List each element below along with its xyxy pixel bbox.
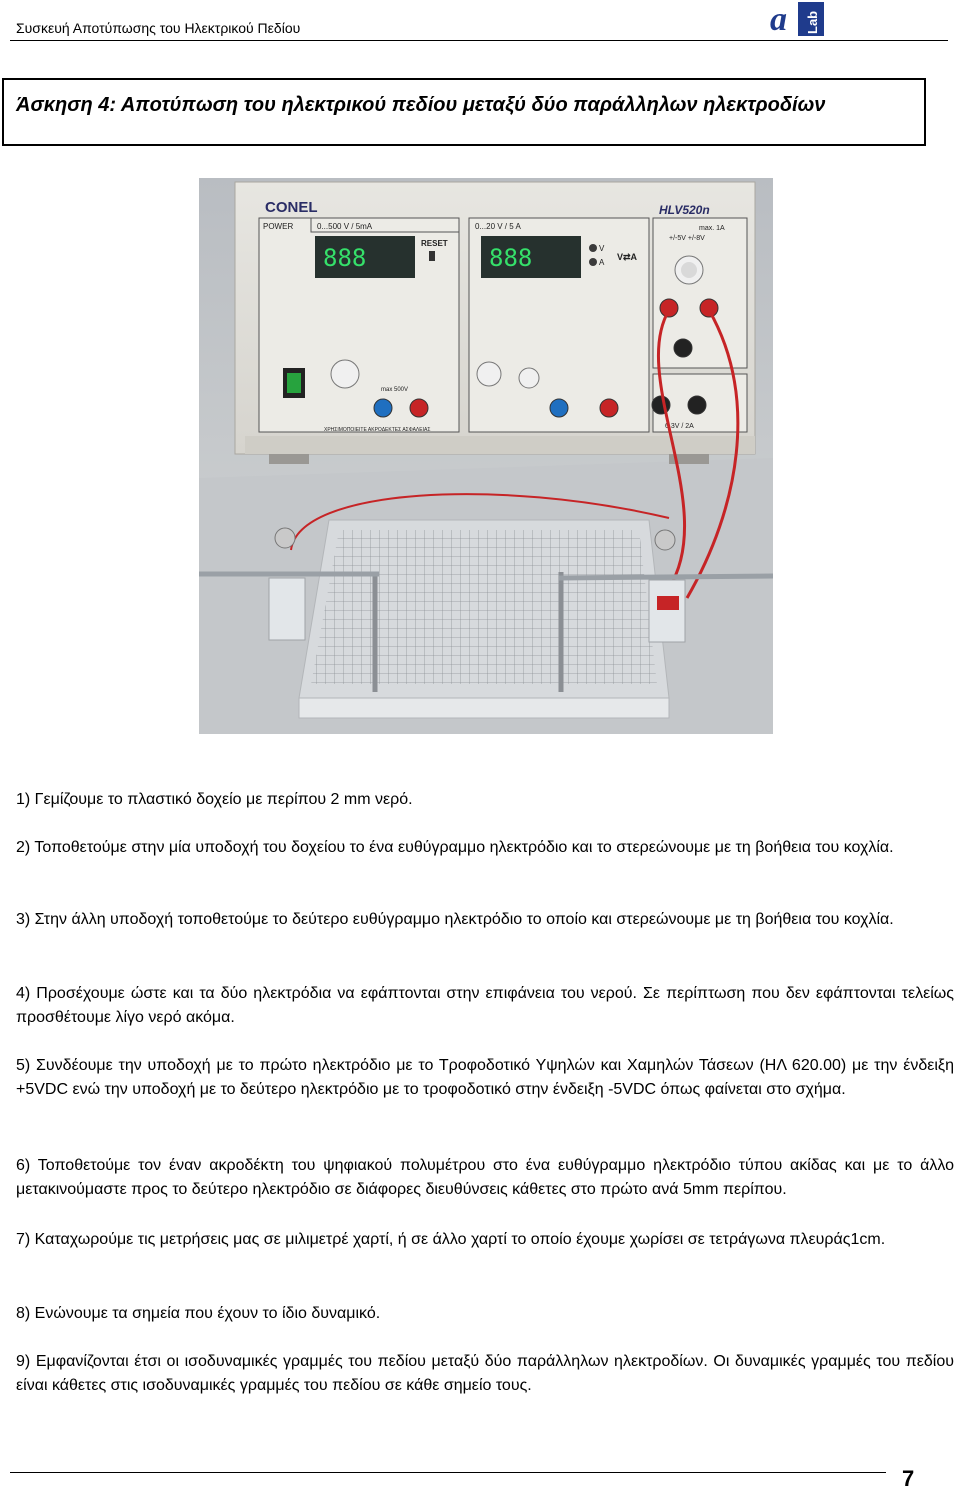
step-3: 3) Στην άλλη υποδοχή τοποθετούμε το δεύτερο ευθύγραμμο ηλεκτρόδιο το οποίο και στερεώνουμε με τη βοήθεια του κοχλία. <box>16 911 894 928</box>
va-label: V⇄A <box>617 252 638 262</box>
step-4: 4) Προσέχουμε ώστε και τα δύο ηλεκτρόδια να εφάπτονται στην επιφάνεια του νερού. Σε περίπτωση που δεν εφάπτονται τελείως προσθέτουμε λίγο νερό ακόμα. <box>16 985 954 1026</box>
brand-label: CONEL <box>265 199 318 216</box>
warning-label: ΧΡΗΣΙΜΟΠΟΙΕΙΤΕ ΑΚΡΟΔΕΚΤΕΣ ΑΣΦΑΛΕΙΑΣ <box>324 427 431 433</box>
svg-text:Lab: Lab <box>805 10 820 34</box>
range1-label: 0...500 V / 5mA <box>317 222 373 231</box>
volt-label: +/-5V +/-8V <box>669 235 705 242</box>
header-rule <box>10 40 948 41</box>
exercise-title: Άσκηση 4: Αποτύπωση του ηλεκτρικού πεδίου μεταξύ δύο παράλληλων ηλεκτροδίων <box>2 78 926 146</box>
max-label: max. 1A <box>699 225 725 232</box>
a-indicator: A <box>599 258 605 267</box>
model-label: HLV520n <box>659 203 710 217</box>
svg-text:a: a <box>770 1 787 38</box>
footer-rule <box>10 1472 886 1473</box>
step-1: 1) Γεμίζουμε το πλαστικό δοχείο με περίπου 2 mm νερό. <box>16 791 413 808</box>
page-number: 7 <box>902 1466 915 1491</box>
step-5: 5) Συνδέουμε την υποδοχή με το πρώτο ηλεκτρόδιο με το Τροφοδοτικό Υψηλών και Χαμηλών Τάσεων (ΗΛ 620.00) με την ένδειξη +5VDC ενώ την υποδοχή με το δεύτερο ηλεκτρόδιο με το τροφοδοτικό στην ένδειξη -5VDC όπως φαίνεται στο σχήμα. <box>16 1057 954 1098</box>
svg-text:888: 888 <box>489 244 533 272</box>
ac-label: 6,3V / 2A <box>665 423 694 430</box>
apparatus-photo <box>199 178 773 734</box>
header-title: Συσκευή Αποτύπωσης του Ηλεκτρικού Πεδίου <box>16 20 301 36</box>
alab-logo <box>768 0 826 38</box>
range2-label: 0...20 V / 5 A <box>475 222 521 231</box>
reset-label: RESET <box>421 239 448 248</box>
step-9: 9) Εμφανίζονται έτσι οι ισοδυναμικές γραμμές του πεδίου μεταξύ δύο παράλληλων ηλεκτροδίων. Οι δυναμικές γραμμές του πεδίου είναι κάθετες στις ισοδυναμικές γραμμές του πεδίου σε κάθε σημείο τους. <box>16 1353 954 1394</box>
max500-label: max 500V <box>381 387 409 393</box>
v-indicator: V <box>599 244 605 253</box>
step-6: 6) Τοποθετούμε τον έναν ακροδέκτη του ψηφιακού πολυμέτρου στο ένα ευθύγραμμο ηλεκτρόδιο τύπου ακίδας και με το άλλο μετακινούμαστε προς το δεύτερο ηλεκτρόδιο σε διάφορες διευθύνσεις κάθετες στο πρώτο ανά 5mm περίπου. <box>16 1157 954 1198</box>
svg-text:888: 888 <box>323 244 367 272</box>
power-label: POWER <box>263 222 294 231</box>
step-7: 7) Καταχωρούμε τις μετρήσεις μας σε μιλιμετρέ χαρτί, ή σε άλλο χαρτί το οποίο έχουμε χωρίσει σε τετράγωνα πλευράς1cm. <box>16 1231 886 1248</box>
step-8: 8) Ενώνουμε τα σημεία που έχουν το ίδιο δυναμικό. <box>16 1305 381 1322</box>
step-2: 2) Τοποθετούμε στην μία υποδοχή του δοχείου το ένα ευθύγραμμο ηλεκτρόδιο και το στερεώνουμε με τη βοήθεια του κοχλία. <box>16 839 894 856</box>
